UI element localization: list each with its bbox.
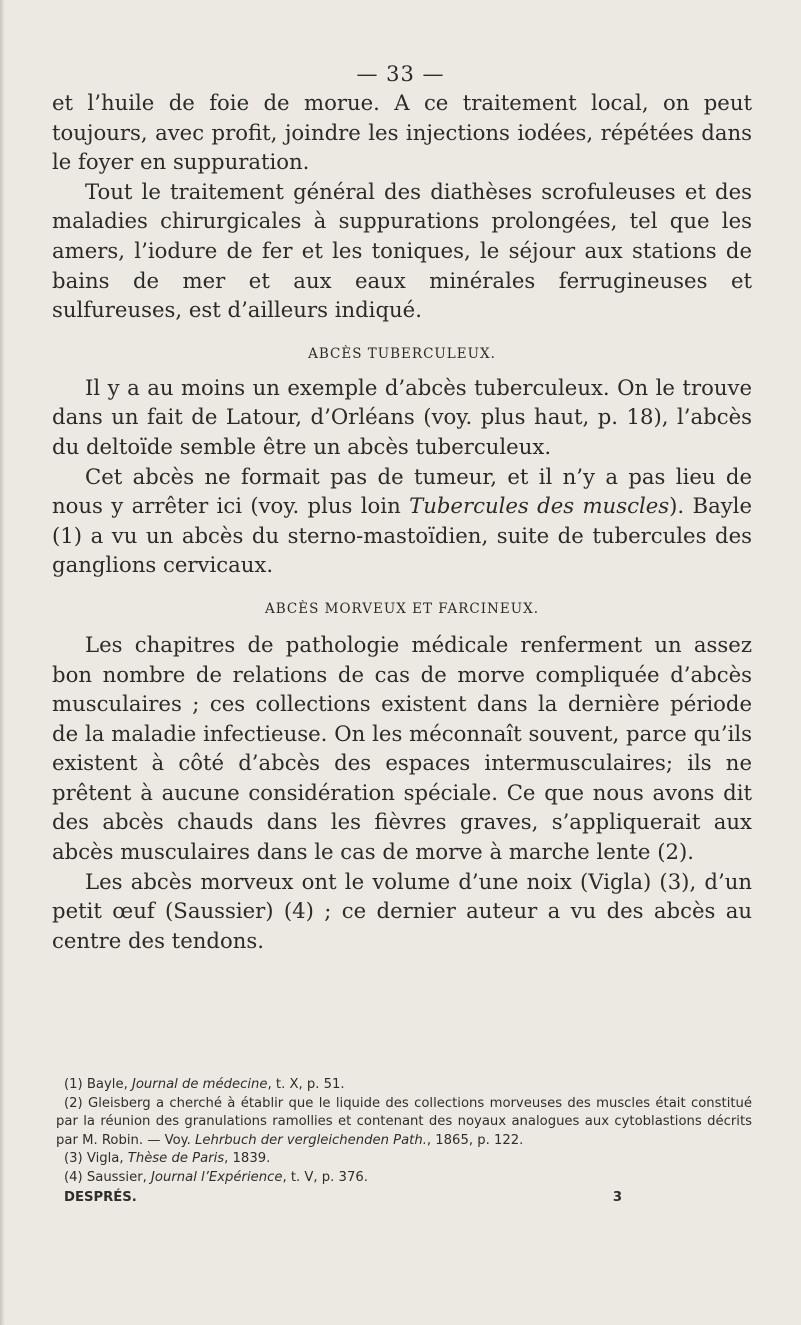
page-edge-shadow: [0, 0, 5, 1325]
text-run: Cet abcès ne formait pas de tumeur, et il n’y a pas lieu de nous y arrêter ici (voy. plus loin: [52, 463, 752, 519]
italic-reference: Thèse de Paris: [127, 1151, 225, 1166]
footnotes: [56, 1076, 752, 1208]
italic-reference: Journal de médecine: [131, 1077, 268, 1092]
text-run: , 1839.: [224, 1151, 271, 1166]
footnote: [56, 1169, 752, 1188]
italic-reference: Tubercules des muscles: [409, 493, 670, 519]
paragraph: [52, 462, 752, 580]
page-number: — 33 —: [356, 62, 445, 86]
text-run: (1) Bayle,: [64, 1077, 132, 1092]
footnote: [56, 1076, 752, 1095]
paragraph: Les chapitres de pathologie médicale renferment un assez bon nombre de relations de cas de morve compliquée d’abcès musculaires ; ces collections existent dans la dernière période de la maladie infectieuse. On les méconnaît souvent, parce qu’ils existent à côté d’abcès des espaces intermusculaires; ils ne prêtent à aucune considération spéciale. Ce que nous avons dit des abcès chauds dans les fièvres graves, s’appliquerait aux abcès musculaires dans le cas de morve à marche lente (2).: [52, 631, 752, 865]
signature: DESPRÉS.: [64, 1190, 137, 1205]
paragraph: Les abcès morveux ont le volume d’une noix (Vigla) (3), d’un petit œuf (Saussier) (4) ; ce dernier auteur a vu des abcès au centre des tendons.: [52, 868, 752, 953]
text-run: , 1865, p. 122.: [426, 1132, 524, 1148]
signature-mark: 3: [612, 1190, 622, 1205]
text-run: (3) Vigla,: [64, 1151, 128, 1166]
body-text: [52, 88, 752, 955]
text-run: , t. V, p. 376.: [282, 1169, 368, 1185]
text-run: (2) Gleisberg a cherché à établir que le liquide des collections morveuses des muscles était constitué par la réunion des granulations ramollies et contenant des noyaux analogues aux cytoblastions décrits par M. Robin. — Voy.: [56, 1095, 752, 1148]
section-heading-tuberculeux: ABCÈS TUBERCULEUX.: [308, 345, 496, 362]
italic-reference: Lehrbuch der vergleichenden Path.: [195, 1132, 427, 1148]
paragraph: Tout le traitement général des diathèses scrofuleuses et des maladies chirurgicales à suppurations prolongées, tel que les amers, l’iodure de fer et les toniques, le séjour aux stations de bains de mer et aux eaux minérales ferrugineuses et sulfureuses, est d’ailleurs indiqué.: [52, 178, 752, 323]
footnote: [56, 1150, 752, 1169]
italic-reference: Journal l’Expérience: [151, 1169, 283, 1185]
text-run: (4) Saussier,: [64, 1169, 152, 1185]
signature-line: [56, 1189, 752, 1208]
footnote: [56, 1095, 752, 1151]
paragraph: et l’huile de foie de morue. A ce traitement local, on peut toujours, avec profit, joindre les injections iodées, répétées dans le foyer en suppuration.: [52, 90, 752, 175]
section-heading-morveux: ABCÈS MORVEUX ET FARCINEUX.: [265, 600, 539, 617]
text-run: , t. X, p. 51.: [267, 1077, 345, 1092]
text-run: ). Bayle (1) a vu un abcès du sterno-mastoïdien, suite de tubercules des ganglions cervicaux.: [52, 493, 752, 578]
paragraph: Il y a au moins un exemple d’abcès tuberculeux. On le trouve dans un fait de Latour, d’Orléans (voy. plus haut, p. 18), l’abcès du deltoïde semble être un abcès tuberculeux.: [52, 374, 752, 459]
